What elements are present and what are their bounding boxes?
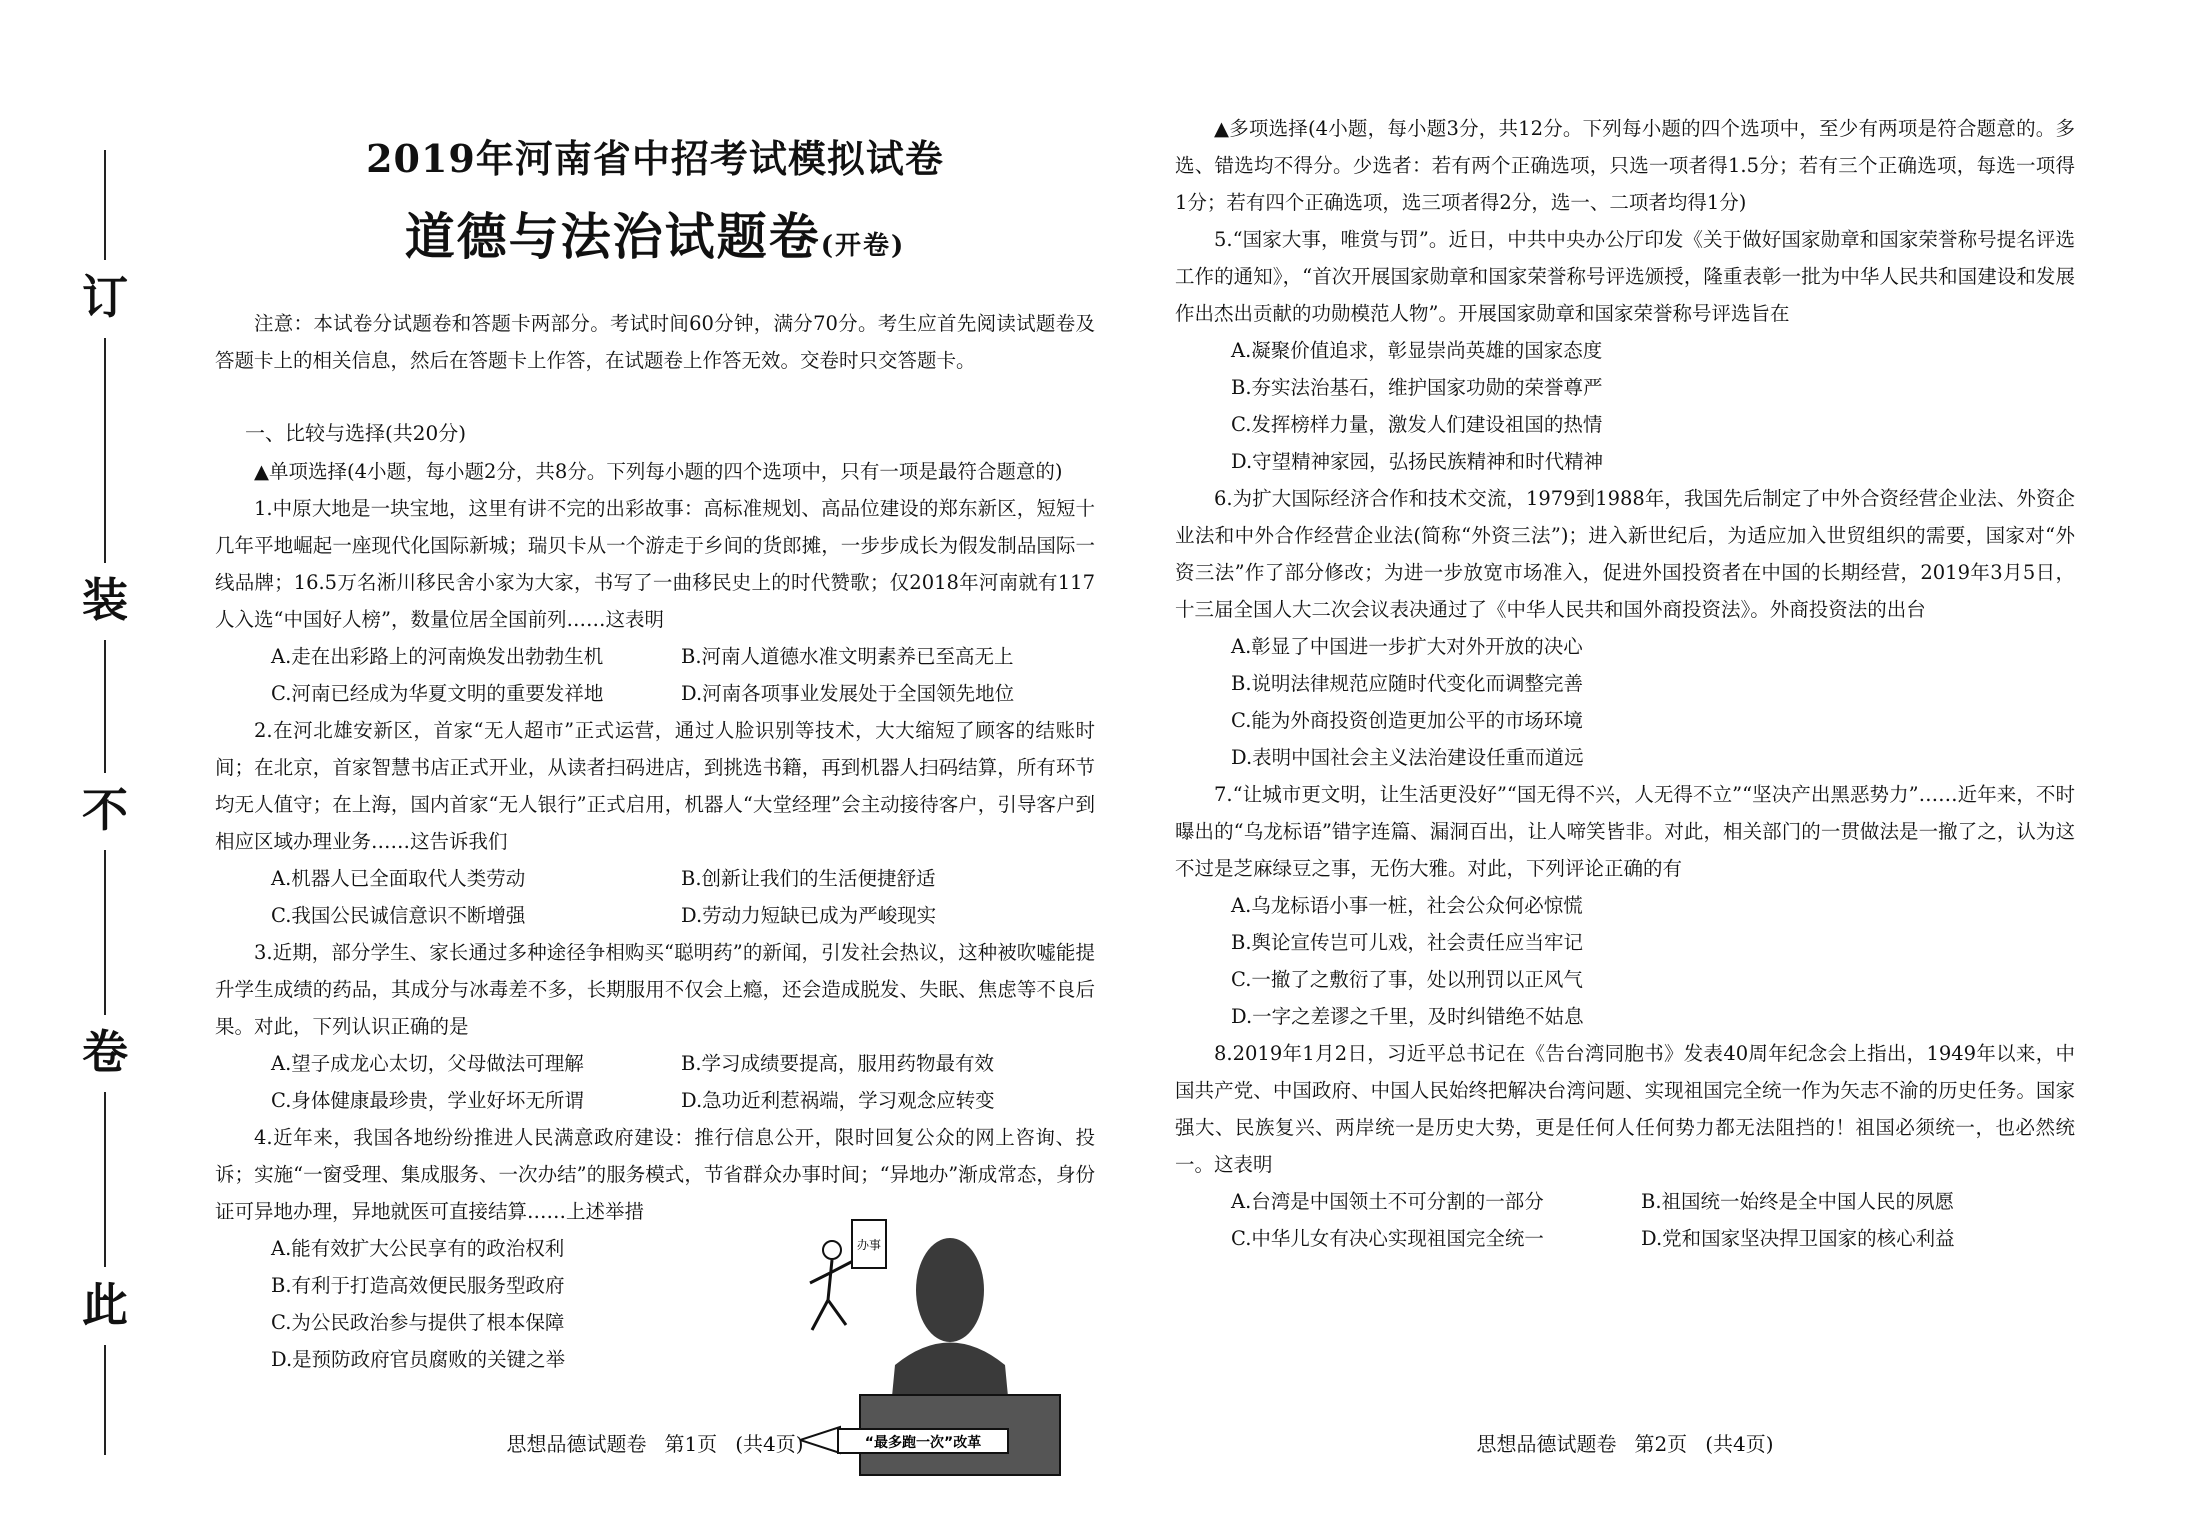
subtitle-text: 道德与法治试题卷 [404,207,821,266]
option-c: C.为公民政治参与提供了根本保障 [271,1311,565,1334]
option-a: A.望子成龙心太切，父母做法可理解 [271,1052,584,1075]
binding-line [104,850,106,1015]
binding-line [104,1092,106,1267]
binding-char: 此 [82,1278,128,1332]
option-b: B.说明法律规范应随时代变化而调整完善 [1231,672,1584,695]
exam-page-2 [1175,100,2075,1500]
question-3-options [271,1045,1095,1082]
exam-page-1 [215,100,1095,1500]
option-d: D.守望精神家园，弘扬民族精神和时代精神 [1231,450,1604,473]
exam-title: 2019年河南省中招考试模拟试卷 [366,136,944,181]
option-a: A.机器人已全面取代人类劳动 [271,867,526,890]
footer-total: (共4页) [1705,1432,1774,1456]
footer-name: 思想品德试题卷 [506,1432,647,1456]
option-a: A.凝聚价值追求，彰显崇尚英雄的国家态度 [1231,339,1603,362]
question-8-stem: 8.2019年1月2日，习近平总书记在《告台湾同胞书》发表40周年纪念会上指出，1949年以来，中国共产党、中国政府、中国人民始终把解决台湾问题、实现祖国完全统一作为矢志不渝的历史任务。国家强大、民族复兴、两岸统一是历史大势，更是任何人任何势力都无法阻挡的！祖国必须统一，也必然统一。这表明 [1175,1042,2075,1176]
question-2-options [271,897,1095,934]
option-d: D.表明中国社会主义法治建设任重而道远 [1231,746,1584,769]
option-d: D.急功近利惹祸端，学习观念应转变 [681,1089,995,1112]
option-b: B.舆论宣传岂可儿戏，社会责任应当牢记 [1231,931,1584,954]
subtitle-note: (开卷) [820,231,906,261]
footer-page: 第1页 [664,1432,718,1456]
binding-margin [70,150,140,1450]
exam-subtitle [215,197,1095,269]
option-b: B.创新让我们的生活便捷舒适 [681,867,936,890]
option-c: C.我国公民诚信意识不断增强 [271,904,526,927]
option-c: C.发挥榜样力量，激发人们建设祖国的热情 [1231,413,1603,436]
binding-char: 装 [82,573,128,627]
question-3-options [271,1082,1095,1119]
option-b: B.学习成绩要提高，服用药物最有效 [681,1052,995,1075]
option-c: C.身体健康最珍贵，学业好坏无所谓 [271,1089,584,1112]
option-c: C.中华儿女有决心实现祖国完全统一 [1231,1227,1544,1250]
option-a: A.台湾是中国领土不可分割的一部分 [1231,1190,1544,1213]
single-choice-intro: ▲单项选择(4小题，每小题2分，共8分。下列每小题的四个选项中，只有一项是最符合题意的) [254,460,1063,483]
question-3-stem: 3.近期，部分学生、家长通过多种途径争相购买“聪明药”的新闻，引发社会热议，这种被吹嘘能提升学生成绩的药品，其成分与冰毒差不多，长期服用不仅会上瘾，还会造成脱发、失眠、焦虑等不良后果。对此，下列认识正确的是 [215,941,1095,1038]
option-a: A.乌龙标语小事一桩，社会公众何必惊慌 [1231,894,1583,917]
cartoon-paper-text: 办事 [856,1238,882,1252]
option-a: A.能有效扩大公民享有的政治权利 [271,1237,565,1260]
binding-char: 卷 [82,1025,128,1079]
question-1-stem: 1.中原大地是一块宝地，这里有讲不完的出彩故事：高标准规划、高品位建设的郑东新区，短短十几年平地崛起一座现代化国际新城；瑞贝卡从一个游走于乡间的货郎摊，一步步成长为假发制品国际一线品牌；16.5万名淅川移民舍小家为大家，书写了一曲移民史上的时代赞歌；仅2018年河南就有117人入选“中国好人榜”，数量位居全国前列……这表明 [215,497,1095,631]
binding-line [104,338,106,563]
question-2-stem: 2.在河北雄安新区，首家“无人超市”正式运营，通过人脸识别等技术，大大缩短了顾客的结账时间；在北京，首家智慧书店正式开业，从读者扫码进店，到挑选书籍，再到机器人扫码结算，所有环节均无人值守；在上海，国内首家“无人银行”正式启用，机器人“大堂经理”会主动接待客户，引导客户到相应区域办理业务……这告诉我们 [215,719,1095,853]
option-b: B.有利于打造高效便民服务型政府 [271,1274,565,1297]
question-4-stem: 4.近年来，我国各地纷纷推进人民满意政府建设：推行信息公开，限时回复公众的网上咨询、投诉；实施“一窗受理、集成服务、一次办结”的服务模式，节省群众办事时间；“异地办”渐成常态，身份证可异地办理，异地就医可直接结算……上述举措 [215,1126,1095,1223]
option-a: A.走在出彩路上的河南焕发出勃勃生机 [271,645,604,668]
footer-page: 第2页 [1634,1432,1688,1456]
question-7-stem: 7.“让城市更文明，让生活更没好”“国无得不兴，人无得不立”“坚决产出黑恶势力”……近年来，不时曝出的“乌龙标语”错字连篇、漏洞百出，让人啼笑皆非。对此，相关部门的一贯做法是一撤了之，认为这不过是芝麻绿豆之事，无伤大雅。对此，下列评论正确的有 [1175,783,2075,880]
option-d: D.是预防政府官员腐败的关键之举 [271,1348,566,1371]
question-5-stem: 5.“国家大事，唯赏与罚”。近日，中共中央办公厅印发《关于做好国家勋章和国家荣誉称号提名评选工作的通知》，“首次开展国家勋章和国家荣誉称号评选颁授，隆重表彰一批为中华人民共和国建设和发展作出杰出贡献的功勋模范人物”。开展国家勋章和国家荣誉称号评选旨在 [1175,228,2075,325]
option-d: D.党和国家坚决捍卫国家的核心利益 [1641,1227,1955,1250]
question-8-options [1231,1183,2075,1220]
option-a: A.彰显了中国进一步扩大对外开放的决心 [1231,635,1583,658]
footer-total: (共4页) [735,1432,804,1456]
exam-notice: 注意：本试卷分试题卷和答题卡两部分。考试时间60分钟，满分70分。考生应首先阅读试题卷及答题卡上的相关信息，然后在答题卡上作答，在试题卷上作答无效。交卷时只交答题卡。 [215,312,1095,372]
option-d: D.一字之差谬之千里，及时纠错绝不姑息 [1231,1005,1584,1028]
binding-char: 不 [82,783,128,837]
option-c: C.河南已经成为华夏文明的重要发祥地 [271,682,604,705]
binding-line [104,1345,106,1455]
binding-char: 订 [82,270,128,324]
binding-line [104,150,106,260]
option-c: C.能为外商投资创造更加公平的市场环境 [1231,709,1583,732]
cartoon-sign-text: “最多跑一次”改革 [864,1435,982,1451]
binding-line [104,640,106,773]
footer-name: 思想品德试题卷 [1476,1432,1617,1456]
option-d: D.河南各项事业发展处于全国领先地位 [681,682,1015,705]
question-6-stem: 6.为扩大国际经济合作和技术交流，1979到1988年，我国先后制定了中外合资经营企业法、外资企业法和中外合作经营企业法(简称“外资三法”)；进入新世纪后，为适应加入世贸组织的需要，国家对“外资三法”作了部分修改；为进一步放宽市场准入，促进外国投资者在中国的长期经营，2019年3月5日，十三届全国人大二次会议表决通过了《中华人民共和国外商投资法》。外商投资法的出台 [1175,487,2075,621]
option-b: B.河南人道德水准文明素养已至高无上 [681,645,1014,668]
option-b: B.夯实法治基石，维护国家功勋的荣誉尊严 [1231,376,1603,399]
option-c: C.一撤了之敷衍了事，处以刑罚以正风气 [1231,968,1583,991]
page-footer [1175,1428,2075,1457]
question-1-options [271,675,1095,712]
option-b: B.祖国统一始终是全中国人民的夙愿 [1641,1190,1955,1213]
option-d: D.劳动力短缺已成为严峻现实 [681,904,937,927]
page-footer [215,1428,1095,1457]
question-1-options [271,638,1095,675]
question-8-options [1231,1220,2075,1257]
section-heading: 一、比较与选择(共20分) [245,421,467,445]
question-2-options [271,860,1095,897]
multi-choice-intro: ▲多项选择(4小题，每小题3分，共12分。下列每小题的四个选项中，至少有两项是符合题意的。多选、错选均不得分。少选者：若有两个正确选项，只选一项者得1.5分；若有三个正确选项，每选一项得1分；若有四个正确选项，选三项者得2分，选一、二项者均得1分) [1175,117,2075,214]
